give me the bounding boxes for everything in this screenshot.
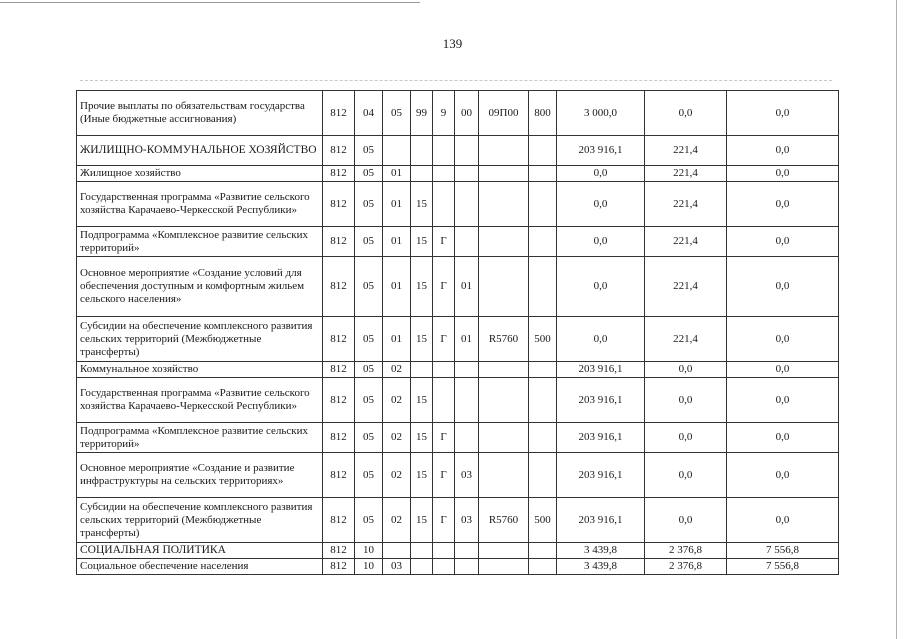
table-row	[77, 91, 839, 136]
table-row	[77, 543, 839, 559]
expense-type-code	[529, 182, 557, 227]
amount-year-2: 0,0	[645, 423, 727, 453]
row-name: Основное мероприятие «Создание условий для обеспечения доступным и комфортным жильем сельского населения»	[77, 257, 323, 317]
program-code	[411, 362, 433, 378]
direction-code	[479, 362, 529, 378]
subsection-code: 02	[383, 453, 411, 498]
measure-code	[455, 362, 479, 378]
amount-year-1: 203 916,1	[557, 378, 645, 423]
amount-year-1: 3 439,8	[557, 543, 645, 559]
program-code: 15	[411, 498, 433, 543]
ved-code: 812	[323, 378, 355, 423]
expense-type-code	[529, 378, 557, 423]
program-code: 15	[411, 257, 433, 317]
row-name: Субсидии на обеспечение комплексного развития сельских территорий (Межбюджетные трансферты)	[77, 498, 323, 543]
expense-type-code	[529, 559, 557, 575]
page-right-edge	[896, 0, 897, 639]
section-code: 05	[355, 498, 383, 543]
expense-type-code	[529, 166, 557, 182]
row-name: Государственная программа «Развитие сельского хозяйства Карачаево-Черкесской Республики»	[77, 182, 323, 227]
direction-code	[479, 257, 529, 317]
table-row	[77, 559, 839, 575]
amount-year-1: 203 916,1	[557, 453, 645, 498]
row-name: ЖИЛИЩНО-КОММУНАЛЬНОЕ ХОЗЯЙСТВО	[77, 136, 323, 166]
direction-code	[479, 136, 529, 166]
section-code: 04	[355, 91, 383, 136]
subsection-code: 02	[383, 378, 411, 423]
measure-code	[455, 227, 479, 257]
section-code: 05	[355, 453, 383, 498]
direction-code: 09П00	[479, 91, 529, 136]
amount-year-3: 0,0	[727, 378, 839, 423]
amount-year-2: 2 376,8	[645, 543, 727, 559]
table-row	[77, 227, 839, 257]
measure-code	[455, 378, 479, 423]
direction-code	[479, 423, 529, 453]
amount-year-3: 0,0	[727, 182, 839, 227]
amount-year-1: 203 916,1	[557, 498, 645, 543]
expense-type-code	[529, 423, 557, 453]
amount-year-2: 221,4	[645, 257, 727, 317]
program-code: 15	[411, 423, 433, 453]
amount-year-3: 0,0	[727, 498, 839, 543]
measure-code	[455, 136, 479, 166]
measure-code: 01	[455, 317, 479, 362]
measure-code	[455, 182, 479, 227]
amount-year-1: 3 000,0	[557, 91, 645, 136]
table-row	[77, 257, 839, 317]
ved-code: 812	[323, 559, 355, 575]
expense-type-code	[529, 362, 557, 378]
program-code: 15	[411, 317, 433, 362]
ved-code: 812	[323, 423, 355, 453]
ved-code: 812	[323, 317, 355, 362]
direction-code	[479, 166, 529, 182]
amount-year-3: 0,0	[727, 453, 839, 498]
amount-year-2: 0,0	[645, 453, 727, 498]
program-code: 15	[411, 227, 433, 257]
amount-year-1: 0,0	[557, 182, 645, 227]
section-code: 10	[355, 559, 383, 575]
subsection-code: 01	[383, 257, 411, 317]
subprogram-code: Г	[433, 317, 455, 362]
subprogram-code: Г	[433, 227, 455, 257]
amount-year-3: 0,0	[727, 166, 839, 182]
program-code	[411, 559, 433, 575]
measure-code	[455, 543, 479, 559]
amount-year-1: 0,0	[557, 166, 645, 182]
row-name: Жилищное хозяйство	[77, 166, 323, 182]
section-code: 05	[355, 317, 383, 362]
subsection-code: 01	[383, 317, 411, 362]
row-name: СОЦИАЛЬНАЯ ПОЛИТИКА	[77, 543, 323, 559]
subsection-code: 02	[383, 498, 411, 543]
amount-year-2: 0,0	[645, 362, 727, 378]
section-code: 05	[355, 362, 383, 378]
direction-code	[479, 378, 529, 423]
direction-code	[479, 559, 529, 575]
amount-year-3: 0,0	[727, 91, 839, 136]
row-name: Коммунальное хозяйство	[77, 362, 323, 378]
measure-code	[455, 423, 479, 453]
subsection-code	[383, 136, 411, 166]
program-code	[411, 166, 433, 182]
page-number: 139	[442, 36, 463, 51]
section-code: 05	[355, 182, 383, 227]
expense-type-code: 500	[529, 498, 557, 543]
ved-code: 812	[323, 453, 355, 498]
amount-year-1: 203 916,1	[557, 136, 645, 166]
top-rule	[0, 2, 420, 3]
budget-table	[76, 90, 839, 575]
amount-year-1: 203 916,1	[557, 423, 645, 453]
section-code: 10	[355, 543, 383, 559]
ved-code: 812	[323, 498, 355, 543]
measure-code: 00	[455, 91, 479, 136]
row-name: Подпрограмма «Комплексное развитие сельских территорий»	[77, 227, 323, 257]
measure-code	[455, 559, 479, 575]
table-row	[77, 362, 839, 378]
row-name: Социальное обеспечение населения	[77, 559, 323, 575]
ved-code: 812	[323, 227, 355, 257]
subsection-code: 02	[383, 423, 411, 453]
amount-year-2: 0,0	[645, 498, 727, 543]
program-code: 99	[411, 91, 433, 136]
amount-year-3: 0,0	[727, 423, 839, 453]
subprogram-code: Г	[433, 453, 455, 498]
amount-year-2: 221,4	[645, 317, 727, 362]
amount-year-2: 221,4	[645, 227, 727, 257]
program-code: 15	[411, 453, 433, 498]
direction-code	[479, 453, 529, 498]
ved-code: 812	[323, 182, 355, 227]
amount-year-1: 0,0	[557, 317, 645, 362]
subprogram-code: 9	[433, 91, 455, 136]
amount-year-3: 7 556,8	[727, 543, 839, 559]
subsection-code	[383, 543, 411, 559]
amount-year-2: 221,4	[645, 182, 727, 227]
expense-type-code	[529, 257, 557, 317]
program-code: 15	[411, 182, 433, 227]
subprogram-code: Г	[433, 498, 455, 543]
amount-year-1: 0,0	[557, 227, 645, 257]
table-row	[77, 378, 839, 423]
direction-code	[479, 543, 529, 559]
amount-year-3: 0,0	[727, 317, 839, 362]
amount-year-3: 0,0	[727, 257, 839, 317]
table-row	[77, 498, 839, 543]
table-row	[77, 166, 839, 182]
ved-code: 812	[323, 257, 355, 317]
section-code: 05	[355, 166, 383, 182]
row-name: Субсидии на обеспечение комплексного развития сельских территорий (Межбюджетные трансферты)	[77, 317, 323, 362]
budget-table-body	[77, 91, 839, 575]
amount-year-2: 221,4	[645, 136, 727, 166]
amount-year-1: 203 916,1	[557, 362, 645, 378]
section-code: 05	[355, 257, 383, 317]
subprogram-code: Г	[433, 257, 455, 317]
subsection-code: 02	[383, 362, 411, 378]
subsection-code: 01	[383, 166, 411, 182]
section-code: 05	[355, 378, 383, 423]
table-row	[77, 136, 839, 166]
ved-code: 812	[323, 136, 355, 166]
ved-code: 812	[323, 166, 355, 182]
amount-year-2: 0,0	[645, 91, 727, 136]
amount-year-3: 0,0	[727, 362, 839, 378]
expense-type-code	[529, 543, 557, 559]
amount-year-3: 0,0	[727, 227, 839, 257]
section-code: 05	[355, 136, 383, 166]
subprogram-code	[433, 559, 455, 575]
section-code: 05	[355, 227, 383, 257]
amount-year-3: 0,0	[727, 136, 839, 166]
ved-code: 812	[323, 91, 355, 136]
direction-code	[479, 227, 529, 257]
direction-code	[479, 182, 529, 227]
measure-code: 03	[455, 498, 479, 543]
amount-year-3: 7 556,8	[727, 559, 839, 575]
program-code: 15	[411, 378, 433, 423]
table-row	[77, 423, 839, 453]
row-name: Прочие выплаты по обязательствам государства (Иные бюджетные ассигнования)	[77, 91, 323, 136]
table-row	[77, 317, 839, 362]
subprogram-code	[433, 543, 455, 559]
section-code: 05	[355, 423, 383, 453]
amount-year-1: 0,0	[557, 257, 645, 317]
expense-type-code: 500	[529, 317, 557, 362]
direction-code: R5760	[479, 498, 529, 543]
program-code	[411, 136, 433, 166]
table-row	[77, 182, 839, 227]
subprogram-code	[433, 378, 455, 423]
measure-code: 03	[455, 453, 479, 498]
expense-type-code	[529, 136, 557, 166]
subsection-code: 01	[383, 227, 411, 257]
subsection-code: 01	[383, 182, 411, 227]
measure-code	[455, 166, 479, 182]
measure-code: 01	[455, 257, 479, 317]
amount-year-2: 2 376,8	[645, 559, 727, 575]
subprogram-code: Г	[433, 423, 455, 453]
expense-type-code	[529, 227, 557, 257]
subprogram-code	[433, 362, 455, 378]
amount-year-1: 3 439,8	[557, 559, 645, 575]
dashed-rule	[80, 80, 832, 81]
row-name: Государственная программа «Развитие сельского хозяйства Карачаево-Черкесской Республики»	[77, 378, 323, 423]
ved-code: 812	[323, 543, 355, 559]
program-code	[411, 543, 433, 559]
subsection-code: 05	[383, 91, 411, 136]
direction-code: R5760	[479, 317, 529, 362]
subprogram-code	[433, 182, 455, 227]
subprogram-code	[433, 136, 455, 166]
expense-type-code: 800	[529, 91, 557, 136]
ved-code: 812	[323, 362, 355, 378]
table-row	[77, 453, 839, 498]
subsection-code: 03	[383, 559, 411, 575]
subprogram-code	[433, 166, 455, 182]
amount-year-2: 0,0	[645, 378, 727, 423]
row-name: Основное мероприятие «Создание и развитие инфраструктуры на сельских территориях»	[77, 453, 323, 498]
amount-year-2: 221,4	[645, 166, 727, 182]
row-name: Подпрограмма «Комплексное развитие сельских территорий»	[77, 423, 323, 453]
expense-type-code	[529, 453, 557, 498]
